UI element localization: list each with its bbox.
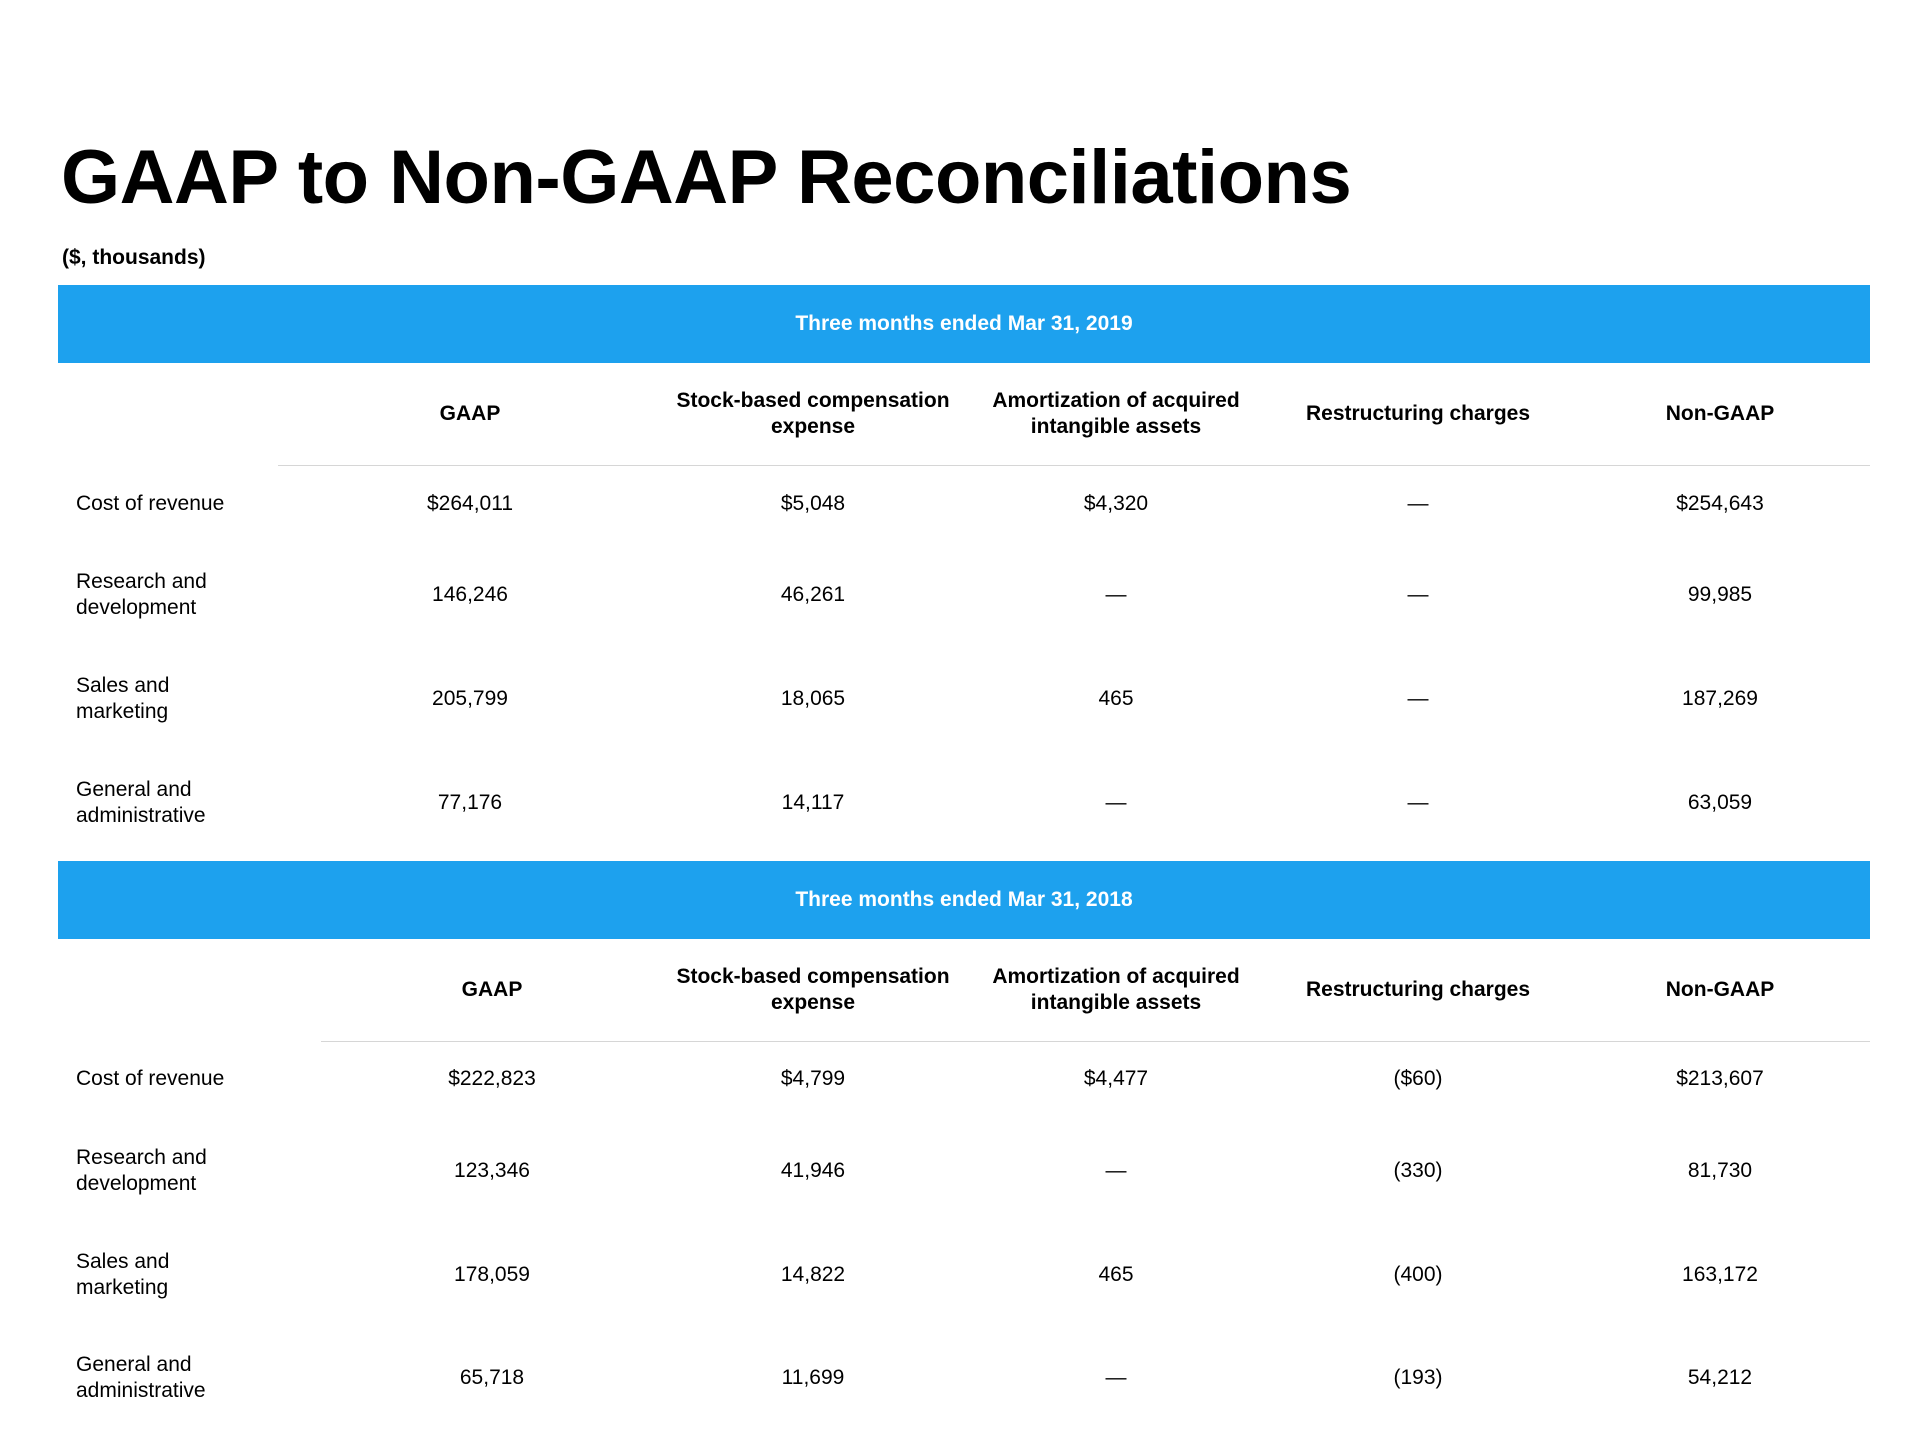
column-header: Restructuring charges (1305, 402, 1531, 425)
table-cell: $4,477 (1083, 1067, 1149, 1090)
table-cell: 99,985 (1687, 583, 1753, 606)
table-cell: — (1105, 1366, 1127, 1389)
table-cell: (400) (1393, 1263, 1443, 1286)
row-label: General and administrative (76, 1353, 206, 1402)
column-header: Amortization of acquired intangible assets (992, 389, 1240, 438)
table-cell: (330) (1393, 1159, 1443, 1182)
table-cell: — (1105, 583, 1127, 606)
row-label: Cost of revenue (76, 492, 225, 515)
table-cell: 81,730 (1687, 1159, 1753, 1182)
header-divider (321, 1041, 1870, 1042)
table-cell: — (1407, 492, 1429, 515)
column-header: Non-GAAP (1665, 402, 1775, 425)
table-cell: $264,011 (426, 492, 514, 515)
table-cell: $4,320 (1083, 492, 1149, 515)
column-header: Amortization of acquired intangible assets (992, 965, 1240, 1014)
table-cell: 465 (1098, 1263, 1134, 1286)
row-label: Research and development (76, 1146, 207, 1195)
table-cell: 63,059 (1687, 791, 1753, 814)
row-label: Research and development (76, 570, 207, 619)
column-header: Restructuring charges (1305, 978, 1531, 1001)
column-tick (662, 939, 663, 942)
table-cell: 178,059 (454, 1263, 530, 1286)
table-cell: — (1407, 791, 1429, 814)
table-cell: 11,699 (781, 1366, 845, 1389)
table-cell: 14,822 (780, 1263, 846, 1286)
column-tick (321, 939, 322, 942)
table-cell: 41,946 (780, 1159, 846, 1182)
column-header: Stock-based compensation expense (676, 389, 950, 438)
table-cell: — (1407, 687, 1429, 710)
units-note: ($, thousands) (62, 246, 206, 269)
table-cell: ($60) (1393, 1067, 1443, 1090)
column-header: GAAP (439, 402, 501, 425)
table-cell: 146,246 (432, 583, 508, 606)
table-cell: 14,117 (781, 791, 845, 814)
page-title: GAAP to Non-GAAP Reconciliations (61, 135, 1352, 220)
row-label: Sales and marketing (76, 674, 170, 723)
column-tick (1569, 363, 1570, 366)
table-cell: $222,823 (448, 1067, 536, 1090)
table-cell: 187,269 (1682, 687, 1758, 710)
header-divider (278, 465, 1870, 466)
table-cell: 54,212 (1687, 1366, 1753, 1389)
row-label: Cost of revenue (76, 1067, 225, 1090)
column-header: Stock-based compensation expense (676, 965, 950, 1014)
table-cell: 46,261 (780, 583, 846, 606)
table-cell: $213,607 (1676, 1067, 1764, 1090)
table-cell: 18,065 (780, 687, 846, 710)
table-cell: — (1407, 583, 1429, 606)
table-cell: $5,048 (780, 492, 846, 515)
period-banner: Three months ended Mar 31, 2018 (58, 861, 1870, 939)
column-tick (963, 939, 964, 942)
column-tick (1266, 363, 1267, 366)
table-cell: — (1105, 1159, 1127, 1182)
table-cell: — (1105, 791, 1127, 814)
column-tick (1569, 939, 1570, 942)
column-tick (662, 363, 663, 366)
table-cell: 205,799 (432, 687, 508, 710)
table-cell: (193) (1393, 1366, 1443, 1389)
table-cell: 123,346 (454, 1159, 530, 1182)
row-label: Sales and marketing (76, 1250, 170, 1299)
table-cell: 65,718 (459, 1366, 525, 1389)
table-cell: 77,176 (437, 791, 503, 814)
column-tick (278, 363, 279, 366)
row-label: General and administrative (76, 778, 206, 827)
column-tick (963, 363, 964, 366)
table-cell: 465 (1098, 687, 1134, 710)
table-cell: $254,643 (1676, 492, 1764, 515)
table-cell: 163,172 (1682, 1263, 1758, 1286)
column-header: Non-GAAP (1665, 978, 1775, 1001)
column-header: GAAP (461, 978, 523, 1001)
column-tick (1266, 939, 1267, 942)
table-cell: $4,799 (780, 1067, 846, 1090)
period-banner: Three months ended Mar 31, 2019 (58, 285, 1870, 363)
